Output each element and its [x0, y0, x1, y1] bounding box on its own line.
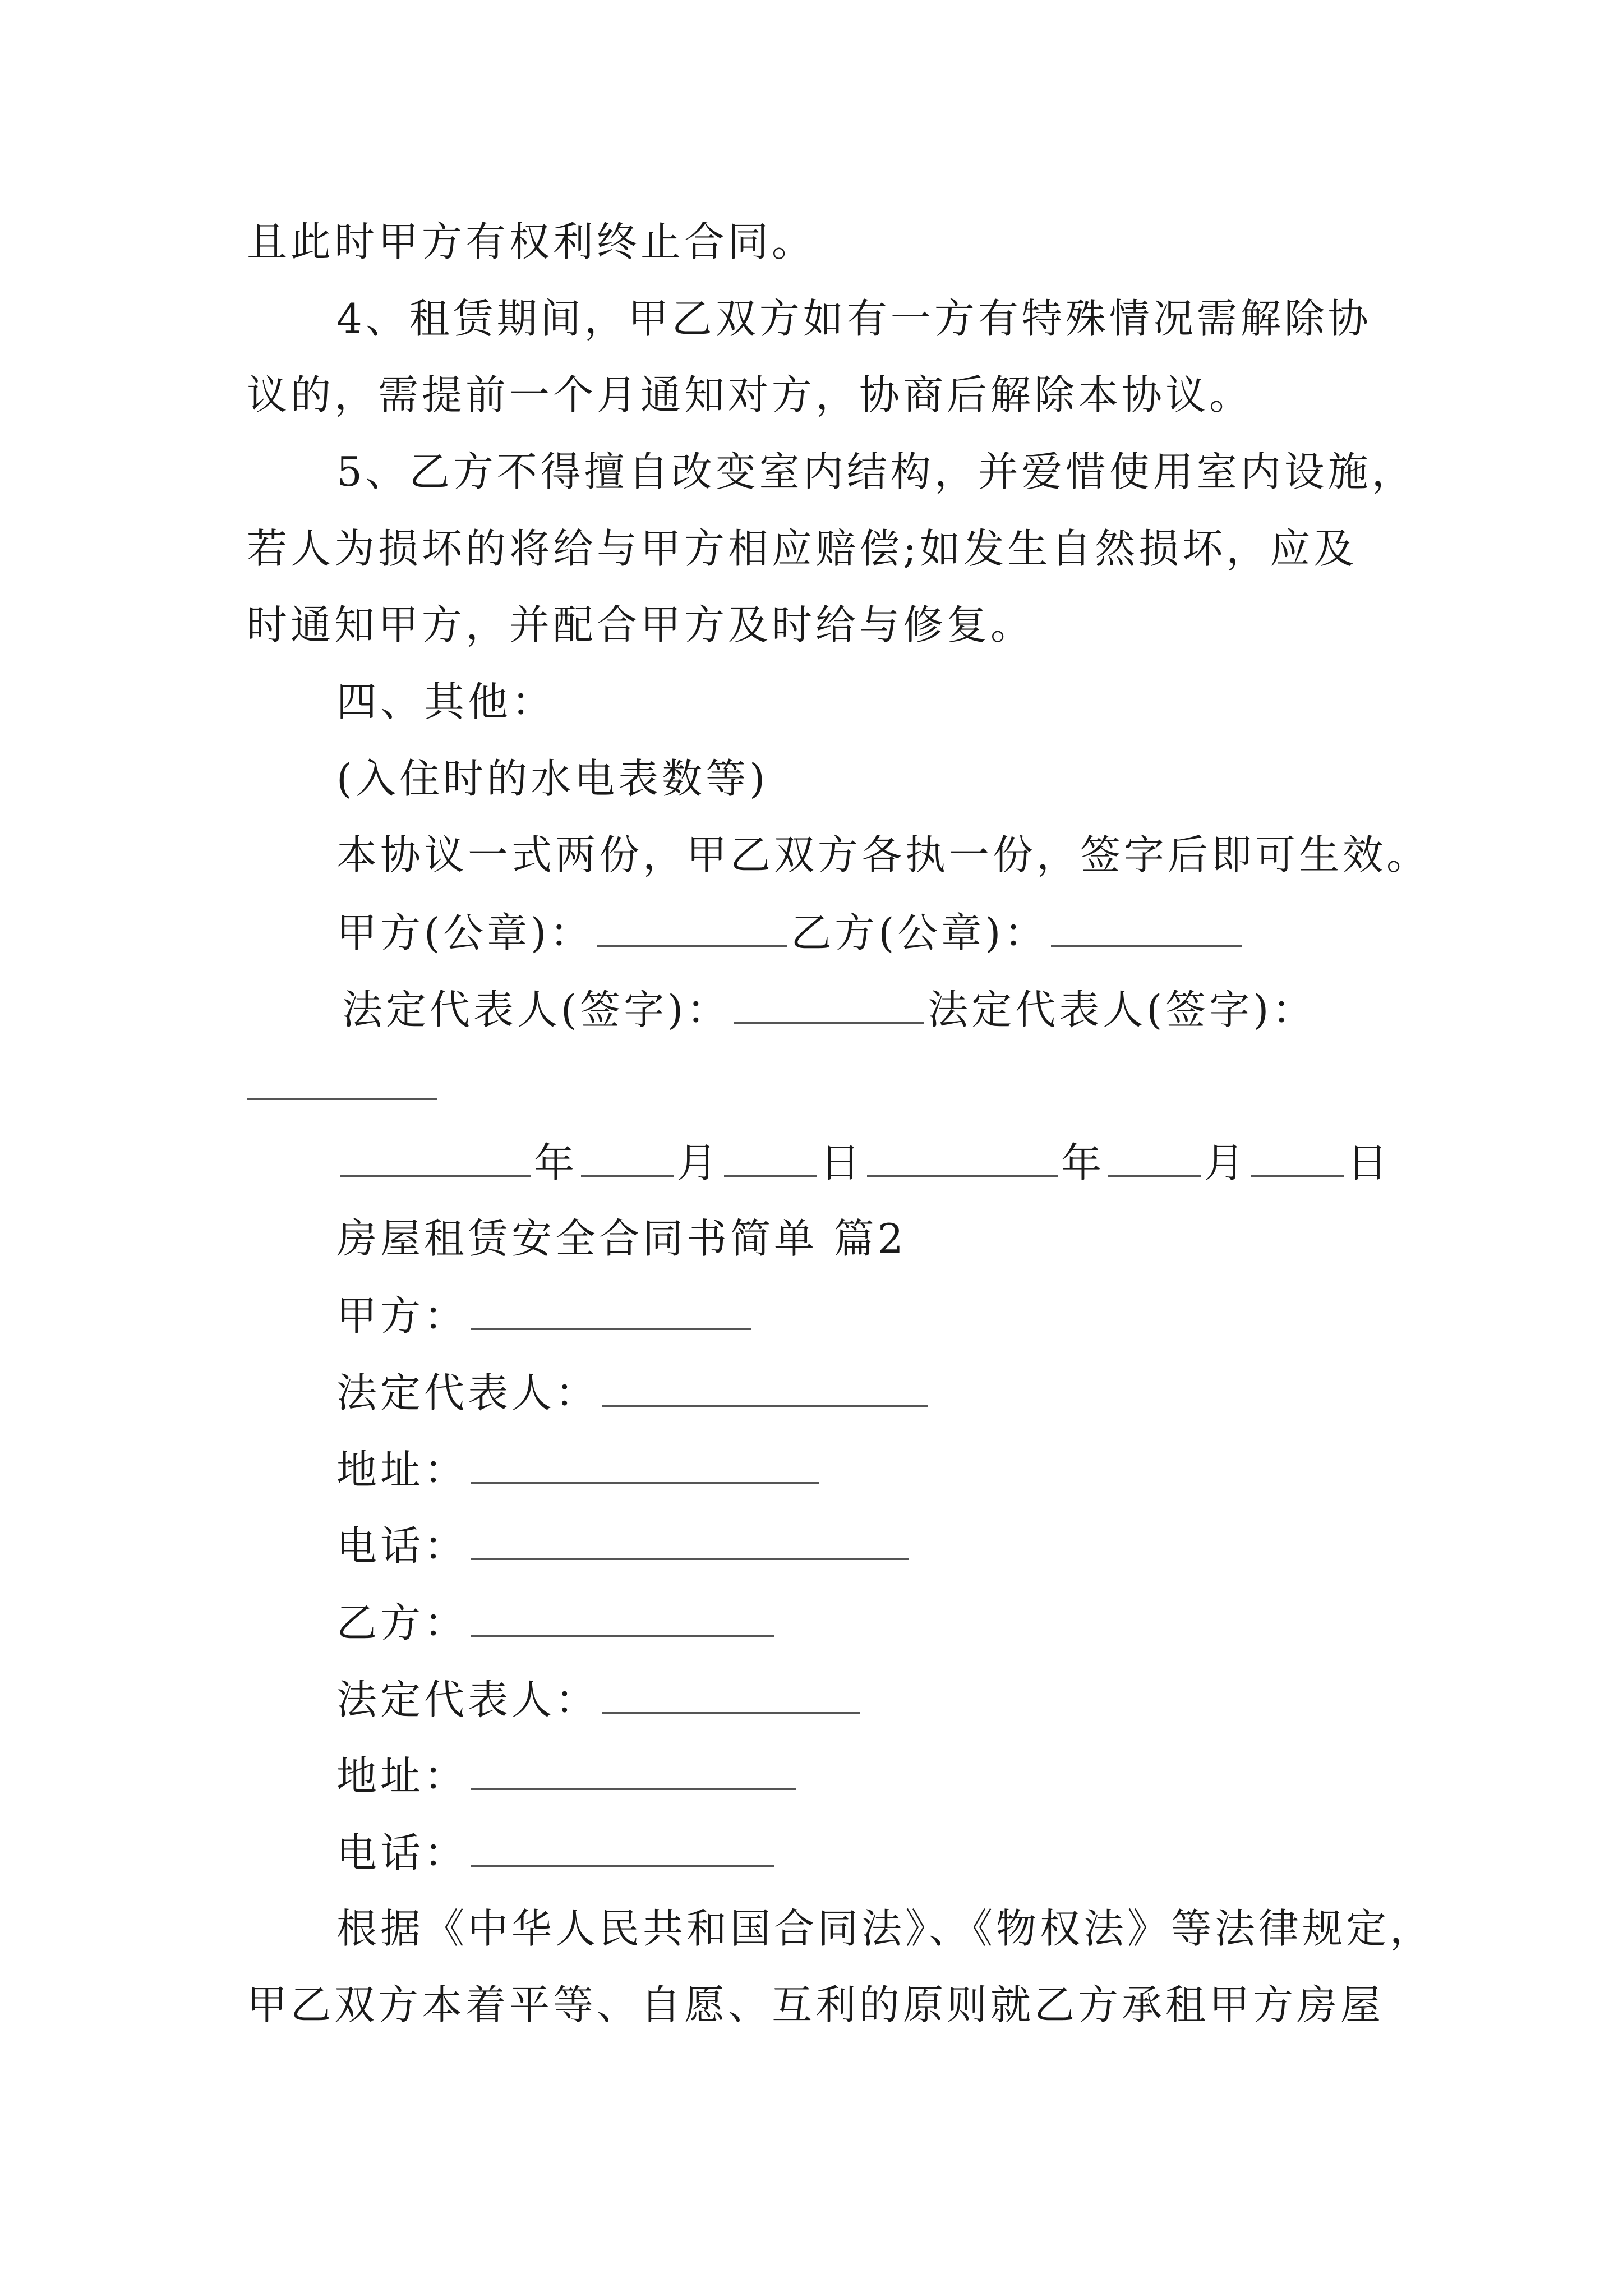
clause-5-line-2: 若人为损坏的将给与甲方相应赔偿;如发生自然损坏，应及 — [247, 525, 1358, 572]
party-a-blank[interactable] — [471, 1295, 751, 1330]
year-a-blank[interactable] — [340, 1142, 531, 1177]
rep-sign-line — [342, 986, 1316, 1033]
rep-sign-b-blank[interactable] — [247, 1098, 437, 1100]
address-a-blank[interactable] — [471, 1448, 819, 1484]
legal-rep-b-row — [336, 1676, 864, 1723]
year-label: 年 — [1061, 1139, 1105, 1186]
legal-rep-a-row — [336, 1369, 931, 1416]
phone-b-blank[interactable] — [471, 1832, 774, 1867]
text-line: 且此时甲方有权利终止合同。 — [247, 218, 816, 265]
month-label: 月 — [1204, 1139, 1248, 1186]
address-b-blank[interactable] — [471, 1755, 796, 1790]
date-line — [336, 1139, 1391, 1186]
party-a-row — [336, 1292, 755, 1340]
rep-sign-b-label: 法定代表人(签字)： — [928, 986, 1316, 1033]
phone-a-label: 电话： — [336, 1522, 468, 1570]
section-other-heading: 四、其他： — [336, 678, 556, 725]
party-b-seal-blank[interactable] — [1051, 912, 1242, 947]
legal-rep-a-blank[interactable] — [602, 1372, 928, 1407]
legal-rep-b-label: 法定代表人： — [336, 1676, 600, 1723]
address-a-row — [336, 1446, 822, 1493]
clause-5-line-3: 时通知甲方，并配合甲方及时给与修复。 — [247, 601, 1035, 648]
address-b-row — [336, 1752, 800, 1800]
phone-a-row — [336, 1522, 912, 1570]
copies-statement: 本协议一式两份，甲乙双方各执一份，签字后即可生效。 — [336, 831, 1431, 878]
party-a-seal-blank[interactable] — [597, 912, 787, 947]
year-b-blank[interactable] — [867, 1142, 1058, 1177]
day-label: 日 — [1347, 1139, 1391, 1186]
party-b-seal-label: 乙方(公章)： — [791, 909, 1048, 956]
address-b-label: 地址： — [336, 1752, 468, 1800]
rep-sign-a-label: 法定代表人(签字)： — [342, 986, 731, 1033]
party-a-seal-label: 甲方(公章)： — [336, 909, 594, 956]
month-label: 月 — [677, 1139, 721, 1186]
month-a-blank[interactable] — [581, 1142, 674, 1177]
phone-b-row — [336, 1829, 777, 1876]
clause-4-line-2: 议的，需提前一个月通知对方，协商后解除本协议。 — [247, 371, 1253, 418]
address-a-label: 地址： — [336, 1446, 468, 1493]
preamble-line-1: 根据《中华人民共和国合同法》、《物权法》等法律规定， — [336, 1905, 1434, 1952]
party-b-row — [336, 1599, 777, 1646]
phone-b-label: 电话： — [336, 1829, 468, 1876]
party-a-label: 甲方： — [336, 1292, 468, 1340]
legal-rep-a-label: 法定代表人： — [336, 1369, 600, 1416]
year-label: 年 — [534, 1139, 578, 1186]
day-label: 日 — [820, 1139, 864, 1186]
day-b-blank[interactable] — [1251, 1142, 1344, 1177]
contract-title: 房屋租赁安全合同书简单 篇2 — [336, 1215, 907, 1262]
day-a-blank[interactable] — [724, 1142, 817, 1177]
rep-sign-a-blank[interactable] — [734, 988, 924, 1024]
phone-a-blank[interactable] — [471, 1525, 909, 1560]
legal-rep-b-blank[interactable] — [602, 1678, 860, 1714]
seal-line — [336, 909, 1245, 956]
month-b-blank[interactable] — [1108, 1142, 1201, 1177]
clause-5-line-1: 5、乙方不得擅自改变室内结构，并爱惜使用室内设施， — [336, 448, 1415, 495]
party-b-label: 乙方： — [336, 1599, 468, 1646]
clause-4-line-1: 4、租赁期间，甲乙双方如有一方有特殊情况需解除协 — [336, 295, 1372, 342]
party-b-blank[interactable] — [471, 1602, 774, 1637]
preamble-line-2: 甲乙双方本着平等、自愿、互利的原则就乙方承租甲方房屋 — [247, 1981, 1385, 2028]
meter-note: (入住时的水电表数等) — [336, 755, 769, 802]
